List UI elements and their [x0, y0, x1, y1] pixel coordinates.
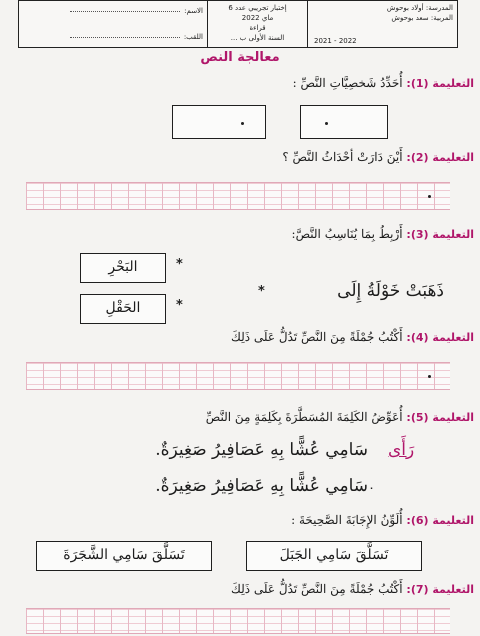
- dot-icon: [428, 195, 431, 198]
- exam-month: ماي 2022: [241, 14, 274, 22]
- question-number: التعليمة (7):: [406, 583, 474, 596]
- question-1: [293, 76, 474, 90]
- question-text: أَكْتُبُ جُمْلَةً مِنَ النَّصِّ تَدُلُّ عَلَى ذَلِكَ: [230, 582, 403, 596]
- match-option-sea[interactable]: البَحْرِ: [80, 253, 166, 283]
- question-text: أَكْتُبُ جُمْلَةً مِنَ النَّصِّ تَدُلُّ عَلَى ذَلِكَ: [230, 330, 403, 344]
- question-2: [282, 150, 474, 164]
- surname-field[interactable]: [70, 37, 180, 38]
- teacher-label: المربية: سعد بوحوش: [391, 14, 453, 22]
- question-text: أُحَدِّدُ شَخصِيَّاتِ النَّصِّ :: [292, 76, 403, 90]
- exam-grade: السنة الأولى ب ...: [230, 34, 285, 42]
- exam-info-cell: [207, 1, 307, 47]
- star-icon: *: [176, 298, 183, 313]
- page-title: معالجة النص: [200, 50, 280, 65]
- star-icon: *: [176, 257, 183, 272]
- question-number: التعليمة (3):: [406, 228, 474, 241]
- answer-box-1[interactable]: [300, 105, 388, 139]
- question-text: أَرْبِطُ بِمَا يُنَاسِبُ النَّصَّ:: [291, 227, 403, 241]
- question-number: التعليمة (4):: [406, 331, 474, 344]
- surname-label: اللقب:: [183, 33, 203, 41]
- school-year: 2022 - 2021: [314, 37, 357, 45]
- question-number: التعليمة (1):: [406, 77, 474, 90]
- writing-grid-3[interactable]: [26, 608, 450, 634]
- choice-tree[interactable]: تَسَلَّقَ سَامِي الشَّجَرَةَ: [36, 541, 212, 571]
- question-5: [206, 410, 474, 424]
- dot-icon: [428, 375, 431, 378]
- question-7: [231, 582, 474, 596]
- question-number: التعليمة (6):: [406, 514, 474, 527]
- exam-title: إختبار تجريبي عدد 6: [228, 4, 287, 12]
- underlined-word: رَأَى: [388, 440, 415, 460]
- student-info-cell: [19, 1, 207, 47]
- writing-grid-1[interactable]: [26, 182, 450, 210]
- school-label: المدرسة: أولاد بوحوش: [386, 4, 453, 12]
- question-3: [292, 227, 474, 241]
- sentence-original: سَامِي عُشًّا بِهِ عَصَافِيرُ صَغِيرَةٌ.: [155, 440, 368, 460]
- match-option-field[interactable]: الحَقْلِ: [80, 294, 166, 324]
- question-text: أُلَوِّنُ الإِجَابَةَ الصَّحِيحَةَ :: [291, 513, 403, 527]
- question-6: [291, 513, 474, 527]
- choice-mountain[interactable]: تَسَلَّقَ سَامِي الجَبَلَ: [246, 541, 422, 571]
- match-sentence: ذَهَبَتْ خَوْلَةُ إِلَى: [337, 281, 444, 301]
- name-field[interactable]: [70, 11, 180, 12]
- question-text: أَيْنَ دَارَتْ أحْدَاثُ النَّصِّ ؟: [282, 150, 403, 164]
- dot-icon: [325, 122, 328, 125]
- writing-grid-2[interactable]: [26, 362, 450, 390]
- question-number: التعليمة (5):: [406, 411, 474, 424]
- star-icon: *: [258, 284, 265, 299]
- dot-icon: .: [370, 482, 374, 491]
- dot-icon: [241, 122, 244, 125]
- question-4: [231, 330, 474, 344]
- name-label: الاسم:: [184, 7, 203, 15]
- school-info-cell: [307, 1, 457, 47]
- header-table: [18, 0, 458, 48]
- question-text: أُعَوِّضُ الكَلِمَةَ المُسَطَّرَةَ بِكَلِمَةٍ مِنَ النَّصِّ: [205, 410, 403, 424]
- question-number: التعليمة (2):: [406, 151, 474, 164]
- exam-subject: قراءة: [249, 24, 266, 32]
- sentence-rewrite: سَامِي عُشًّا بِهِ عَصَافِيرُ صَغِيرَةٌ.: [155, 476, 368, 496]
- answer-box-2[interactable]: [172, 105, 266, 139]
